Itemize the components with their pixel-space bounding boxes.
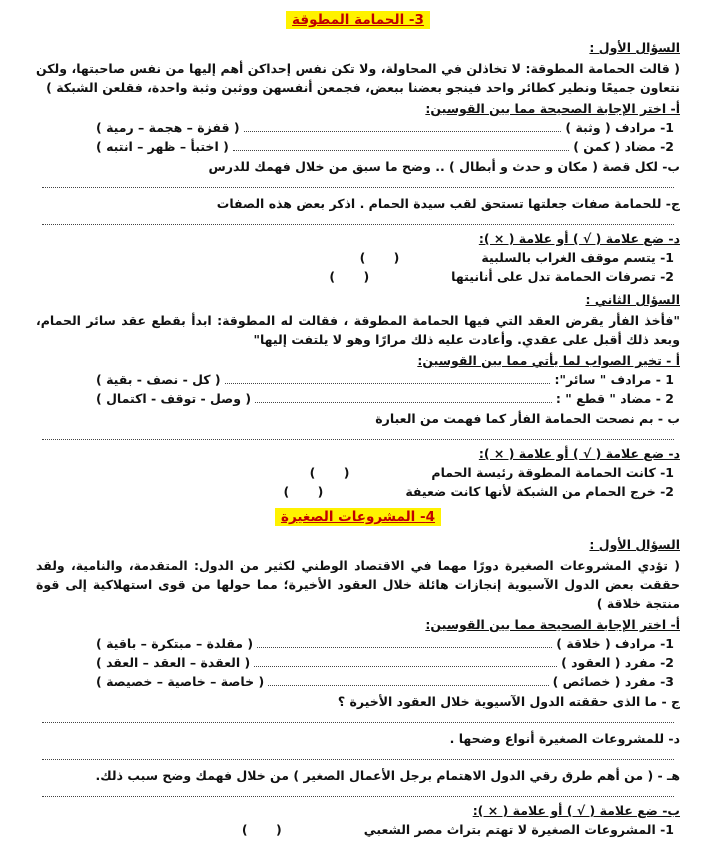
answer-line[interactable] [255, 402, 552, 403]
lesson-4-q1-h: هـ - ( من أهم طرق رقي الدول الاهتمام برجل الأعمال الصغير ) من خلال فهمك وضح سبب ذلك. [95, 768, 680, 783]
answer-line[interactable] [233, 150, 569, 151]
answer-box[interactable]: ( ) [329, 269, 382, 284]
lesson-4-title: 4- المشروعات الصغيرة [36, 509, 680, 525]
lesson-3-q1-item-1: 1- مرادف ( وثبة ) ( قفزة – هجمة – رمية ) [96, 120, 674, 135]
lesson-4-q1-tf-heading: ب- ضع علامة ( √ ) أو علامة ( × ): [472, 803, 680, 818]
lesson-4-question-1-passage: ( تؤدي المشروعات الصغيرة دورًا مهما في الاقتصاد الوطني لكثير من الدول: المتقدمة، والنامية، ولقد حققت بعض الدول الآسيوية إنجازات هائلة خلال العقود الأخيرة؛ مما حولها من قوى استهلاكية إلى قوة منتجة خلاقة ) [36, 558, 680, 611]
answer-box[interactable]: ( ) [283, 484, 336, 499]
lesson-3-q1-c: ج- للحمامة صفات جعلتها تستحق لقب سيدة الحمام . اذكر بعض هذه الصفات [216, 196, 680, 211]
lesson-3-q2-tf-2: 2- خرج الحمام من الشبكة لأنها كانت ضعيفة ( ) [283, 484, 674, 499]
lesson-3-q1-b: ب- لكل قصة ( مكان و حدث و أبطال ) .. وضح ما سبق من خلال فهمك للدرس [208, 159, 680, 174]
lesson-3-q1-tf-2: 2- تصرفات الحمامة تدل على أنانيتها ( ) [329, 269, 674, 284]
lesson-4-q1-choose-heading: أ- اختر الإجابة الصحيحة مما بين القوسين: [425, 617, 680, 632]
lesson-3-q2-d-heading: د- ضع علامة ( √ ) أو علامة ( × ): [478, 446, 680, 461]
lesson-3-q1-item-2: 2- مضاد ( كمن ) ( اختبأ – ظهر – انتبه ) [96, 139, 674, 154]
lesson-3-question-2-passage: "فأخذ الفأر يقرض العقد التي فيها الحمامة المطوقة ، فقالت له المطوقة: ابدأ بقطع عقد سائر الحمام، وبعد ذلك أقبل على عقدي. وأعادت عليه ذلك مرارًا وهو لا يلتفت إليها" [36, 313, 680, 347]
answer-line[interactable] [42, 429, 674, 440]
lesson-4-question-1-heading: السؤال الأول : [589, 537, 680, 552]
lesson-3-q1-tf-1: 1- يتسم موقف الغراب بالسلبية ( ) [359, 250, 674, 265]
answer-line[interactable] [254, 666, 557, 667]
lesson-3-question-1-passage: ( قالت الحمامة المطوقة: لا تخاذلن في المحاولة، ولا تكن نفس إحداكن أهم إليها من نفس صاحبتها، ولكن نتعاون جميعًا ونطير كطائر واحد فينجو بعضنا ببعض، فجمعن أنفسهن ووثبن وثبة واحدة، فقلعن الشبكة ) [36, 61, 680, 95]
answer-line[interactable] [268, 685, 548, 686]
answer-line[interactable] [225, 383, 551, 384]
lesson-4-q1-d: د- للمشروعات الصغيرة أنواع وضحها . [449, 731, 680, 746]
lesson-4-q1-item-2: 2- مفرد ( العقود ) ( العقدة – العقد – العقد ) [96, 655, 674, 670]
answer-line[interactable] [244, 131, 562, 132]
lesson-4-q1-c: ج - ما الذى حققته الدول الآسيوية خلال العقود الأخيرة ؟ [337, 694, 680, 709]
answer-box[interactable]: ( ) [359, 250, 412, 265]
lesson-3-question-1-heading: السؤال الأول : [589, 40, 680, 55]
lesson-3-q1-choose-heading: أ- اختر الإجابة الصحيحة مما بين القوسين: [425, 101, 680, 116]
lesson-3-title: 3- الحمامة المطوقة [36, 12, 680, 28]
lesson-3-q2-choose-heading: أ - تخير الصواب لما يأتي مما بين القوسين: [417, 353, 680, 368]
lesson-4-q1-tf-1: 1- المشروعات الصغيرة لا تهتم بتراث مصر الشعبي ( ) [241, 822, 674, 837]
lesson-3-q2-b: ب - بم نصحت الحمامة الفأر كما فهمت من العبارة [375, 411, 680, 426]
answer-box[interactable]: ( ) [309, 465, 362, 480]
lesson-3-q2-tf-1: 1- كانت الحمامة المطوقة رئيسة الحمام ( ) [309, 465, 674, 480]
answer-line[interactable] [42, 177, 674, 188]
lesson-3-q2-item-1: 1 - مرادف " سائر": ( كل - نصف - بقية ) [96, 372, 674, 387]
lesson-3-question-2-heading: السؤال الثاني : [585, 292, 680, 307]
answer-line[interactable] [42, 712, 674, 723]
lesson-4-q1-item-3: 3- مفرد ( خصائص ) ( خاصة – خاصية – خصيصة ) [96, 674, 674, 689]
answer-line[interactable] [42, 214, 674, 225]
lesson-3-q1-d-heading: د- ضع علامة ( √ ) أو علامة ( × ): [478, 231, 680, 246]
answer-line[interactable] [42, 749, 674, 760]
lesson-4-q1-item-1: 1- مرادف ( خلاقة ) ( مقلدة – مبتكرة – باقية ) [96, 636, 674, 651]
lesson-3-q2-item-2: 2 - مضاد " قطع " : ( وصل - توقف - اكتمال ) [96, 391, 674, 406]
answer-line[interactable] [257, 647, 552, 648]
answer-line[interactable] [42, 786, 674, 797]
answer-box[interactable]: ( ) [241, 822, 294, 837]
